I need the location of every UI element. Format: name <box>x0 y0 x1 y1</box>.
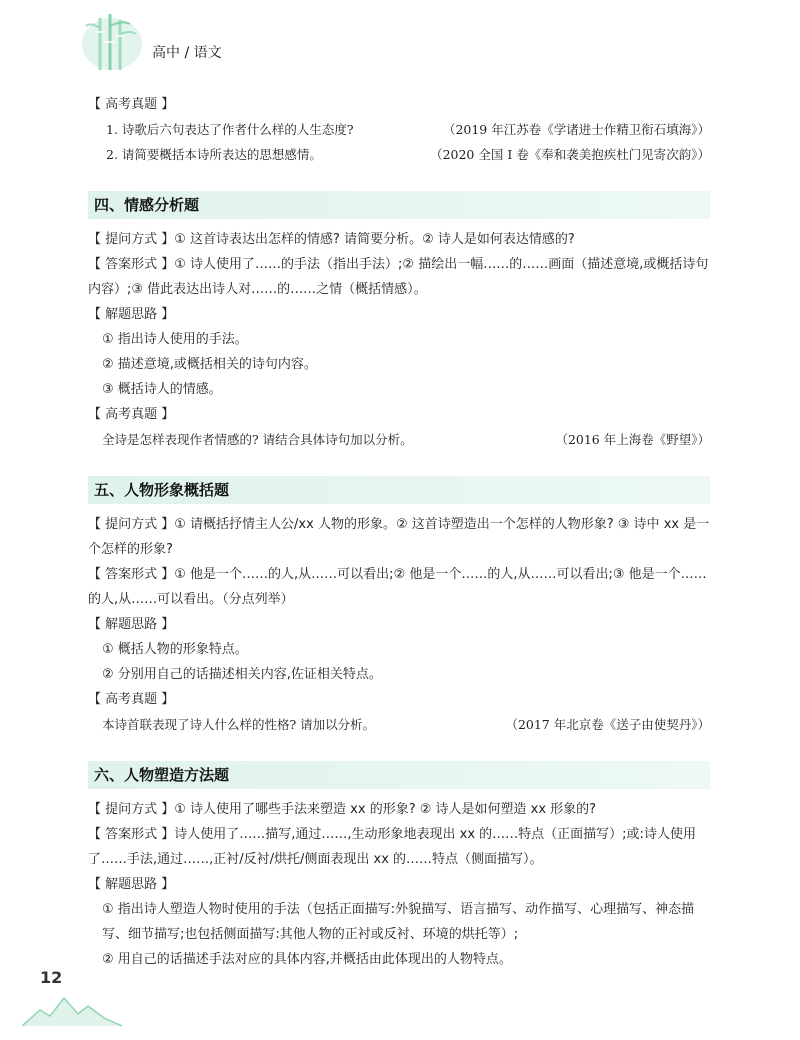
exam-source: （2020 全国 Ⅰ 卷《奉和袭美抱疾杜门见寄次韵》） <box>430 147 710 162</box>
answer-form: 【 答案形式 】诗人使用了……描写,通过……,生动形象地表现出 xx 的……特点（正面描写）;或:诗人使用了……手法,通过……,正衬/反衬/烘托/侧面表现出 xx 的……特点（侧面描写）。 <box>88 827 696 867</box>
think-label: 【 解题思路 】 <box>88 877 175 892</box>
exam-source: （2017 年北京卷《送子由使契丹》） <box>505 717 710 732</box>
exam-label: 【 高考真题 】 <box>88 97 175 112</box>
step-item: ① 概括人物的形象特点。 <box>102 642 248 657</box>
step-item: ① 指出诗人塑造人物时使用的手法（包括正面描写:外貌描写、语言描写、动作描写、心理描写、神态描写、细节描写;也包括侧面描写:其他人物的正衬或反衬、环境的烘托等）; <box>102 902 695 942</box>
exam-question-row <box>88 712 710 737</box>
section-title-character-image: 五、人物形象概括题 <box>88 476 710 504</box>
exam-label: 【 高考真题 】 <box>88 407 175 422</box>
step-item: ② 描述意境,或概括相关的诗句内容。 <box>102 357 317 372</box>
ask-method: 【 提问方式 】① 这首诗表达出怎样的情感? 请简要分析。② 诗人是如何表达情感的? <box>88 232 575 247</box>
page-header <box>0 0 800 80</box>
exam-source: （2019 年江苏卷《学诸进士作精卫衔石填海》） <box>442 122 710 137</box>
step-item: ② 用自己的话描述手法对应的具体内容,并概括由此体现出的人物特点。 <box>102 952 512 967</box>
page-number: 12 <box>40 968 63 987</box>
section-title-emotion: 四、情感分析题 <box>88 191 710 219</box>
think-label: 【 解题思路 】 <box>88 617 175 632</box>
exam-label: 【 高考真题 】 <box>88 692 175 707</box>
bamboo-icon <box>80 12 144 72</box>
answer-form: 【 答案形式 】① 诗人使用了……的手法（指出手法）;② 描绘出一幅……的……画面（描述意境,或概括诗句内容）;③ 借此表达出诗人对……的……之情（概括情感）。 <box>88 257 709 297</box>
header-title: 高中 / 语文 <box>152 45 222 61</box>
exam-question-row <box>88 117 710 142</box>
ask-method: 【 提问方式 】① 诗人使用了哪些手法来塑造 xx 的形象? ② 诗人是如何塑造 xx 形象的? <box>88 802 597 817</box>
exam-source: （2016 年上海卷《野望》） <box>555 432 710 447</box>
step-item: ② 分别用自己的话描述相关内容,佐证相关特点。 <box>102 667 382 682</box>
page-footer <box>0 960 800 1040</box>
answer-form: 【 答案形式 】① 他是一个……的人,从……可以看出;② 他是一个……的人,从……可以看出;③ 他是一个……的人,从……可以看出。（分点列举） <box>88 567 707 607</box>
step-item: ③ 概括诗人的情感。 <box>102 382 222 397</box>
think-label: 【 解题思路 】 <box>88 307 175 322</box>
exam-question: 全诗是怎样表现作者情感的? 请结合具体诗句加以分析。 <box>102 432 413 447</box>
exam-question-row <box>88 142 710 167</box>
ask-method: 【 提问方式 】① 请概括抒情主人公/xx 人物的形象。② 这首诗塑造出一个怎样的人物形象? ③ 诗中 xx 是一个怎样的形象? <box>88 517 710 557</box>
exam-question-row <box>88 427 710 452</box>
exam-question: 2. 请简要概括本诗所表达的思想感情。 <box>106 147 322 162</box>
mountain-icon <box>22 988 122 1028</box>
page-content <box>88 92 710 972</box>
exam-question: 1. 诗歌后六句表达了作者什么样的人生态度? <box>106 122 354 137</box>
exam-question: 本诗首联表现了诗人什么样的性格? 请加以分析。 <box>102 717 376 732</box>
step-item: ① 指出诗人使用的手法。 <box>102 332 248 347</box>
section-title-character-method: 六、人物塑造方法题 <box>88 761 710 789</box>
